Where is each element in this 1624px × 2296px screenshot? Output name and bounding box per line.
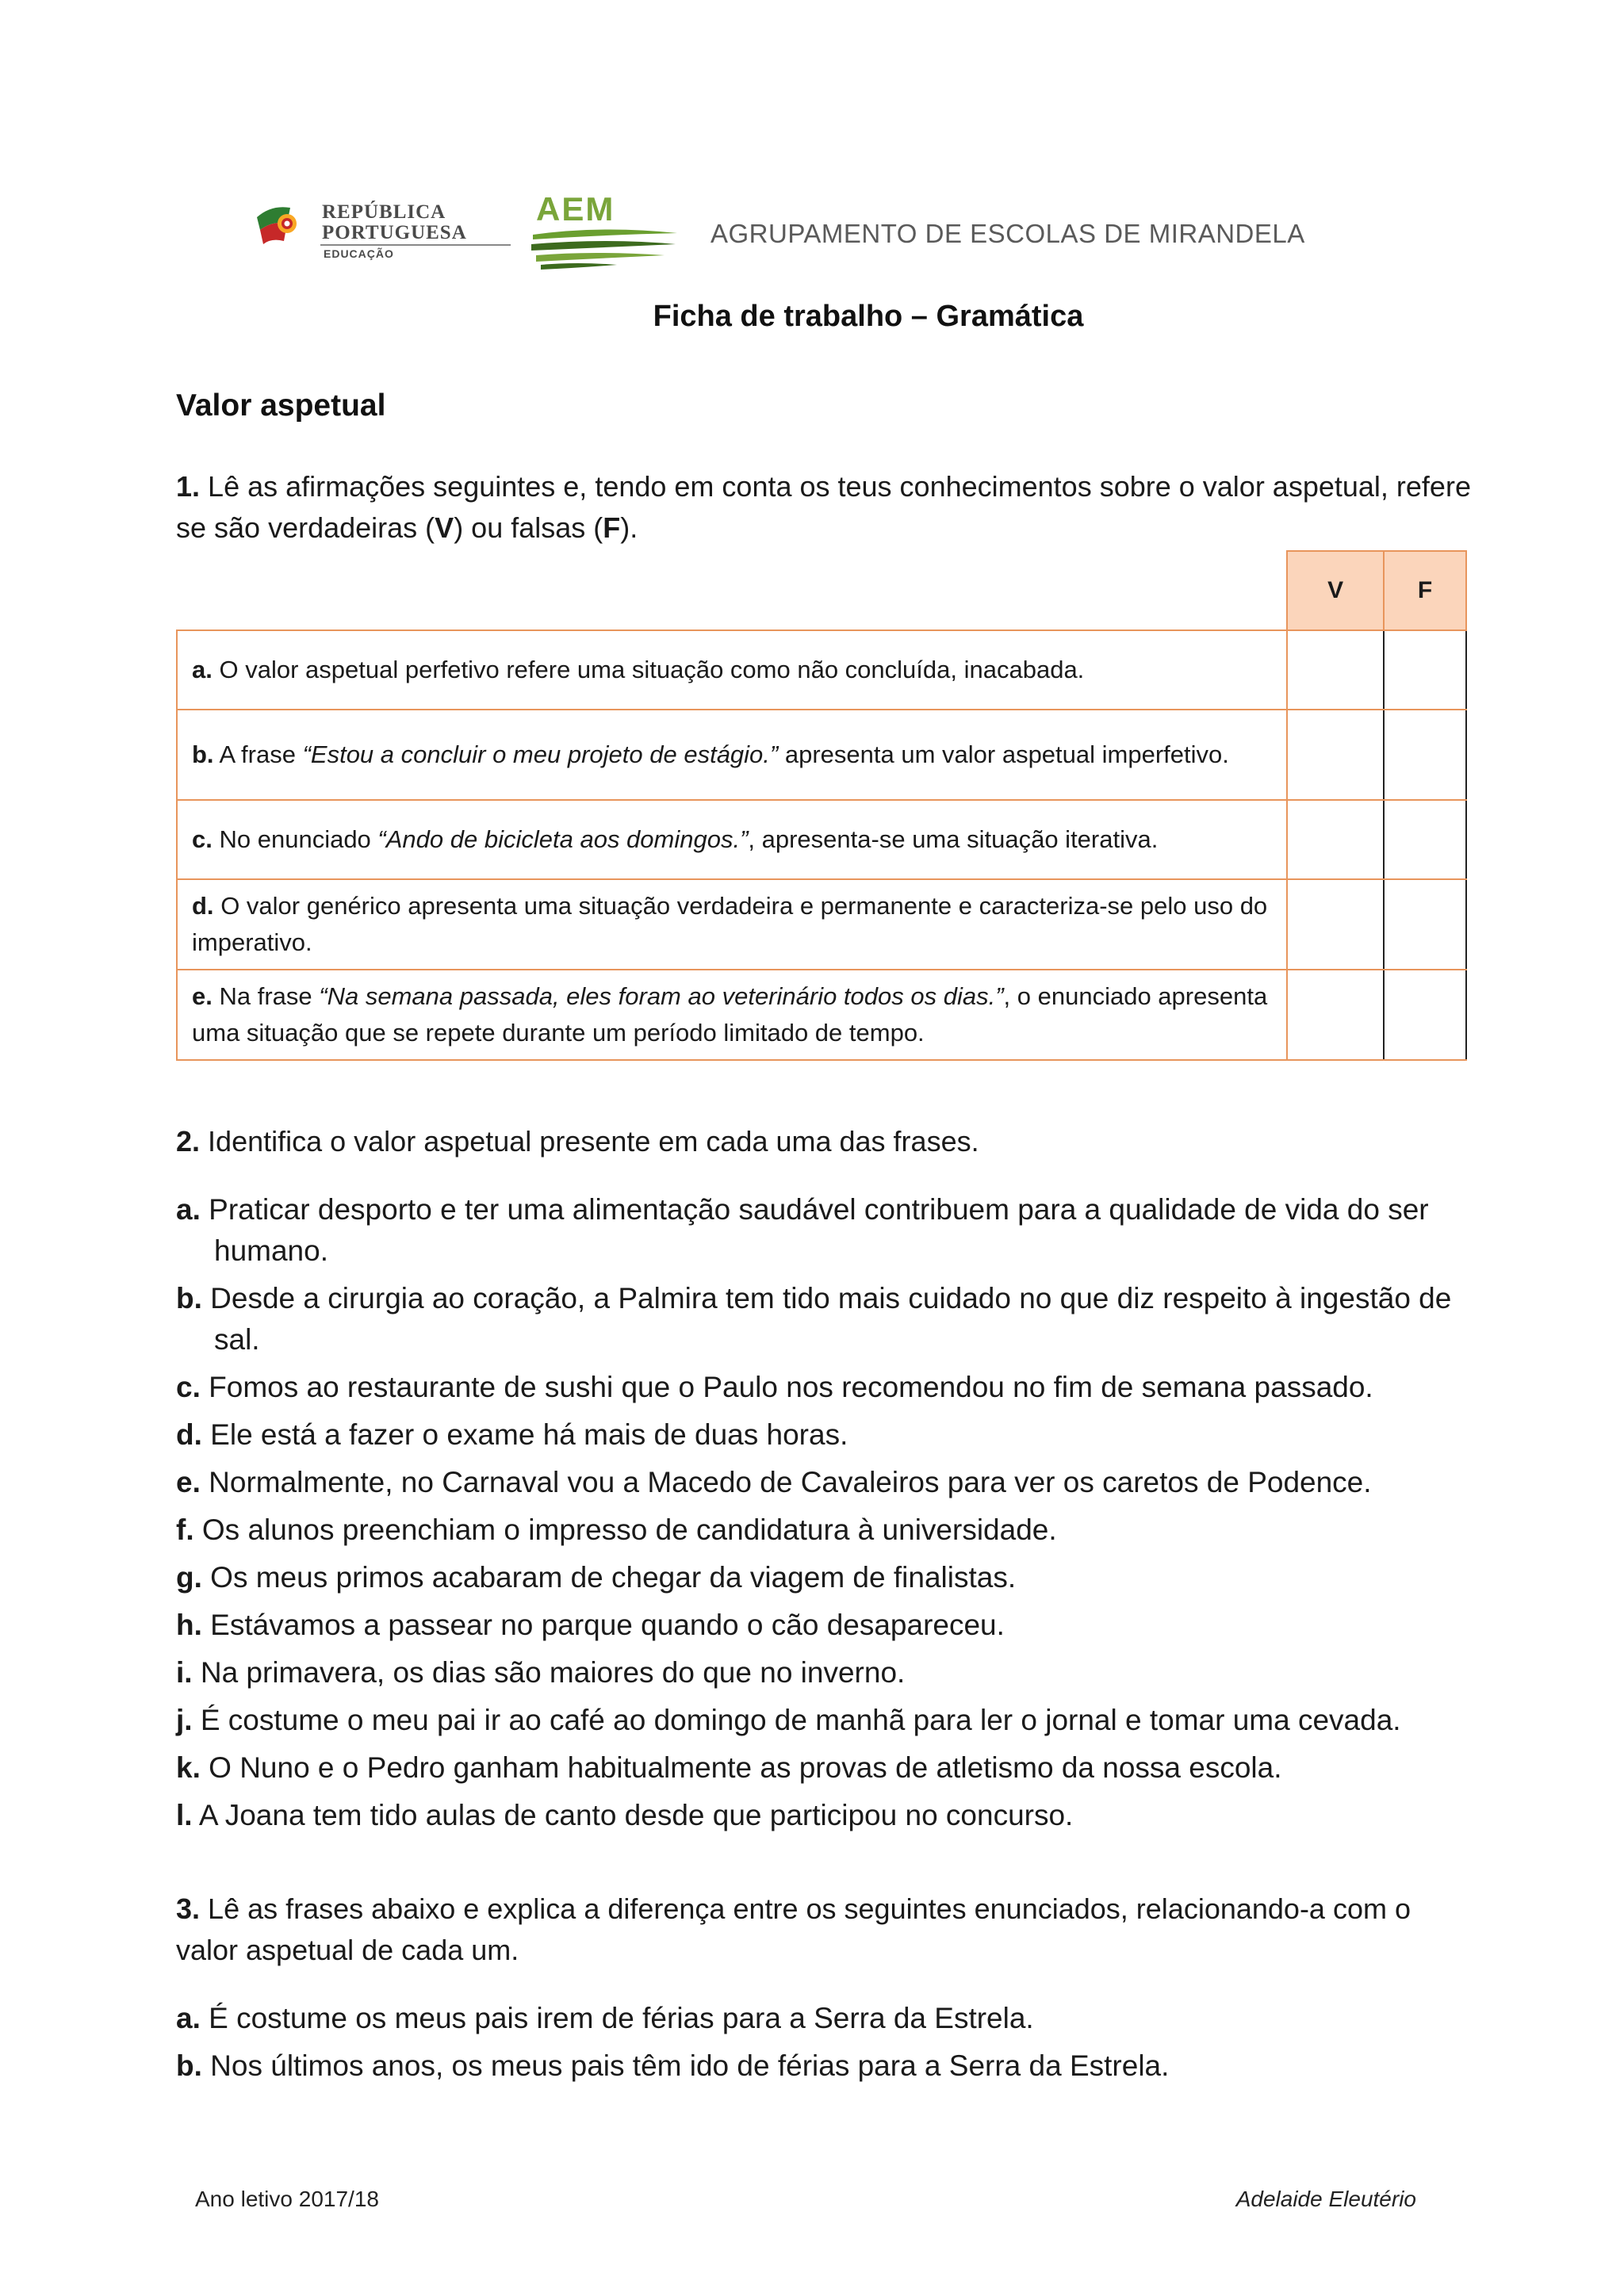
statement-tag: c. [192,825,213,853]
statement-c [177,800,1287,879]
rp-line-1: REPÚBLICA [322,201,446,223]
item-text: Fomos ao restaurante de sushi que o Paulo nos recomendou no fim de semana passado. [209,1371,1373,1403]
item-tag: e. [176,1466,201,1498]
item-tag: h. [176,1609,202,1641]
statement-quote: “Estou a concluir o meu projeto de estágio.” [302,740,779,768]
statement-text: O valor genérico apresenta uma situação verdadeira e permanente e caracteriza-se pelo uso do imperativo. [192,892,1268,956]
item-text: Na primavera, os dias são maiores do que no inverno. [200,1656,906,1689]
question-2-list [176,1189,1477,1836]
question-1-number: 1. [176,470,201,503]
item-tag: j. [176,1704,193,1736]
statement-text: No enunciado [219,825,378,853]
statement-text: A frase [219,740,303,768]
item-tag: a. [176,1193,201,1226]
statement-text-end: apresenta um valor aspetual imperfetivo. [778,740,1229,768]
item-text: A Joana tem tido aulas de canto desde que participou no concurso. [198,1799,1074,1831]
portugal-emblem-icon [255,203,304,246]
question-2-number: 2. [176,1125,201,1158]
item-text: É costume os meus pais irem de férias para a Serra da Estrela. [209,2002,1034,2034]
answer-box-v[interactable] [1287,800,1384,879]
statement-text-end: , o enunciado apresenta uma situação que se repete durante um período limitado de tempo. [192,982,1268,1047]
document-title: Ficha de trabalho – Gramática [653,300,1084,333]
statement-tag: a. [192,656,213,683]
list-item [176,1700,1477,1741]
list-item [176,2045,1477,2087]
section-title: Valor aspetual [176,388,386,423]
true-false-table [176,550,1467,1061]
question-3-text: Lê as frases abaixo e explica a diferença entre os seguintes enunciados, relacionando-a com o valor aspetual de cada um. [176,1892,1411,1966]
list-item [176,1462,1477,1503]
column-header-v: V [1287,551,1384,630]
statement-b [177,710,1287,800]
item-text: Praticar desporto e ter uma alimentação saudável contribuem para a qualidade de vida do ser humano. [209,1193,1429,1267]
list-item [176,1747,1477,1789]
list-item [176,1652,1477,1693]
statement-e [177,970,1287,1060]
item-text: Os alunos preenchiam o impresso de candidatura à universidade. [201,1513,1057,1546]
item-text: Normalmente, no Carnaval vou a Macedo de Cavaleiros para ver os caretos de Podence. [209,1466,1372,1498]
question-3-number: 3. [176,1892,201,1925]
item-tag: b. [176,2049,202,2082]
list-item [176,1189,1477,1272]
statement-quote: “Ando de bicicleta aos domingos.” [377,825,749,853]
question-3-list [176,1998,1477,2087]
answer-box-v[interactable] [1287,970,1384,1060]
answer-box-v[interactable] [1287,710,1384,800]
table-row [177,710,1466,800]
column-header-f: F [1384,551,1466,630]
statement-quote: “Na semana passada, eles foram ao veterinário todos os dias.” [319,982,1004,1010]
table-row [177,879,1466,970]
answer-box-v[interactable] [1287,630,1384,710]
footer-author: Adelaide Eleutério [1235,2187,1416,2211]
list-item [176,1557,1477,1598]
answer-box-f[interactable] [1384,970,1466,1060]
item-tag: i. [176,1656,193,1689]
list-item [176,1605,1477,1646]
item-text: Estávamos a passear no parque quando o cão desapareceu. [210,1609,1005,1641]
table-row [177,800,1466,879]
list-item [176,1367,1477,1408]
rp-line-2: PORTUGUESA [322,222,467,243]
aem-stripes-icon [530,227,680,270]
item-tag: g. [176,1561,202,1594]
statement-tag: d. [192,892,214,920]
question-1-f: F [603,511,621,544]
answer-box-f[interactable] [1384,879,1466,970]
table-row [177,630,1466,710]
item-text: Ele está a fazer o exame há mais de duas horas. [210,1418,848,1451]
aem-logo [530,190,688,270]
item-tag: k. [176,1751,201,1784]
list-item [176,1510,1477,1551]
item-tag: f. [176,1513,194,1546]
statement-text: Na frase [219,982,320,1010]
question-1-v: V [435,511,454,544]
statement-a [177,630,1287,710]
statement-tag: e. [192,982,213,1010]
statement-text: O valor aspetual perfetivo refere uma situação como não concluída, inacabada. [219,656,1085,683]
item-text: Os meus primos acabaram de chegar da viagem de finalistas. [210,1561,1017,1594]
item-tag: d. [176,1418,202,1451]
item-text: O Nuno e o Pedro ganham habitualmente as provas de atletismo da nossa escola. [209,1751,1282,1784]
statement-tag: b. [192,740,214,768]
table-row [177,970,1466,1060]
question-1-prompt [176,466,1477,549]
answer-box-f[interactable] [1384,710,1466,800]
item-text: Desde a cirurgia ao coração, a Palmira tem tido mais cuidado no que diz respeito à ingestão de sal. [210,1282,1452,1356]
statement-text-end: , apresenta-se uma situação iterativa. [748,825,1159,853]
question-2-text: Identifica o valor aspetual presente em cada uma das frases. [208,1125,979,1158]
aem-logo-text: AEM [536,190,615,228]
list-item [176,1278,1477,1360]
list-item [176,1998,1477,2039]
list-item [176,1795,1477,1836]
item-tag: l. [176,1799,193,1831]
item-tag: a. [176,2002,201,2034]
answer-box-f[interactable] [1384,800,1466,879]
list-item [176,1414,1477,1456]
item-tag: c. [176,1371,201,1403]
table-header-row [177,551,1466,630]
rp-divider [320,244,511,246]
question-1-end: ). [620,511,638,544]
school-name: AGRUPAMENTO DE ESCOLAS DE MIRANDELA [710,219,1305,248]
question-3-prompt [176,1888,1477,1971]
item-text: É costume o meu pai ir ao café ao domingo de manhã para ler o jornal e tomar uma cevada. [200,1704,1401,1736]
question-2-prompt [176,1121,1477,1162]
republica-portuguesa-logo [255,198,517,262]
question-1-mid: ) ou falsas ( [454,511,603,544]
statement-d [177,879,1287,970]
table-header-blank [177,551,1287,630]
answer-box-f[interactable] [1384,630,1466,710]
question-1-text: Lê as afirmações seguintes e, tendo em conta os teus conhecimentos sobre o valor aspetual, refere se são verdadeiras ( [176,470,1471,544]
item-text: Nos últimos anos, os meus pais têm ido de férias para a Serra da Estrela. [210,2049,1170,2082]
item-tag: b. [176,1282,202,1314]
footer-school-year: Ano letivo 2017/18 [195,2187,379,2211]
answer-box-v[interactable] [1287,879,1384,970]
rp-line-3: EDUCAÇÃO [324,247,394,260]
